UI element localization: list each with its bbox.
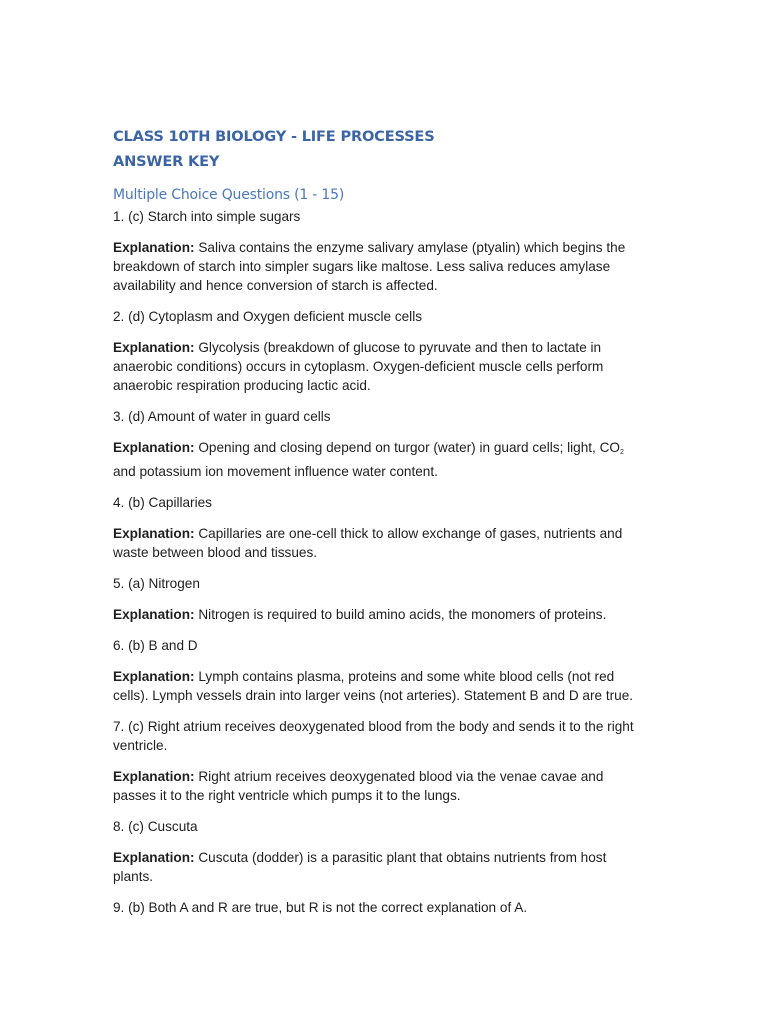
explanation-text-part1: Opening and closing depend on turgor (water) in guard cells; light, CO <box>198 440 621 455</box>
answer-6: 6. (b) B and D <box>113 638 198 653</box>
explanation-label: Explanation: <box>113 769 195 784</box>
explanation-6 <box>113 667 649 705</box>
explanation-text: Cuscuta (dodder) is a parasitic plant that obtains nutrients from host plants. <box>113 850 607 884</box>
answer-3: 3. (d) Amount of water in guard cells <box>113 409 331 424</box>
explanation-label: Explanation: <box>113 440 195 455</box>
explanation-label: Explanation: <box>113 607 195 622</box>
explanation-label: Explanation: <box>113 526 195 541</box>
explanation-text: Right atrium receives deoxygenated blood via the venae cavae and passes it to the right ventricle which pumps it to the lungs. <box>113 769 604 803</box>
answer-1: 1. (c) Starch into simple sugars <box>113 209 301 224</box>
answer-9: 9. (b) Both A and R are true, but R is not the correct explanation of A. <box>113 900 528 915</box>
answer-8: 8. (c) Cuscuta <box>113 819 198 834</box>
explanation-7 <box>113 767 649 805</box>
explanation-1 <box>113 238 649 295</box>
explanation-text: Capillaries are one-cell thick to allow exchange of gases, nutrients and waste between blood and tissues. <box>113 526 623 560</box>
explanation-text: Nitrogen is required to build amino acids, the monomers of proteins. <box>198 607 607 622</box>
explanation-label: Explanation: <box>113 340 195 355</box>
answer-2: 2. (d) Cytoplasm and Oxygen deficient muscle cells <box>113 309 423 324</box>
subscript-2: 2 <box>620 449 624 456</box>
document-page <box>113 124 649 929</box>
explanation-text: Saliva contains the enzyme salivary amylase (ptyalin) which begins the breakdown of starch into simpler sugars like maltose. Less saliva reduces amylase availability and hence conversion of starch is affected. <box>113 240 626 293</box>
explanation-5 <box>113 605 649 624</box>
explanation-label: Explanation: <box>113 850 195 865</box>
document-subtitle: ANSWER KEY <box>113 153 220 170</box>
document-title: CLASS 10TH BIOLOGY - LIFE PROCESSES <box>113 128 435 145</box>
explanation-2 <box>113 338 649 395</box>
explanation-3 <box>113 438 649 481</box>
explanation-text: Glycolysis (breakdown of glucose to pyruvate and then to lactate in anaerobic conditions) occurs in cytoplasm. Oxygen-deficient muscle cells perform anaerobic respiration producing lactic acid. <box>113 340 604 393</box>
answer-4: 4. (b) Capillaries <box>113 495 212 510</box>
explanation-text-part2: and potassium ion movement influence water content. <box>113 464 438 479</box>
explanation-8 <box>113 848 649 886</box>
explanation-text: Lymph contains plasma, proteins and some white blood cells (not red cells). Lymph vessels drain into larger veins (not arteries). Statement B and D are true. <box>113 669 634 703</box>
answer-5: 5. (a) Nitrogen <box>113 576 200 591</box>
section-heading: Multiple Choice Questions (1 - 15) <box>113 187 345 203</box>
explanation-4 <box>113 524 649 562</box>
explanation-label: Explanation: <box>113 669 195 684</box>
explanation-label: Explanation: <box>113 240 195 255</box>
answer-7: 7. (c) Right atrium receives deoxygenated blood from the body and sends it to the right ventricle. <box>113 719 634 753</box>
